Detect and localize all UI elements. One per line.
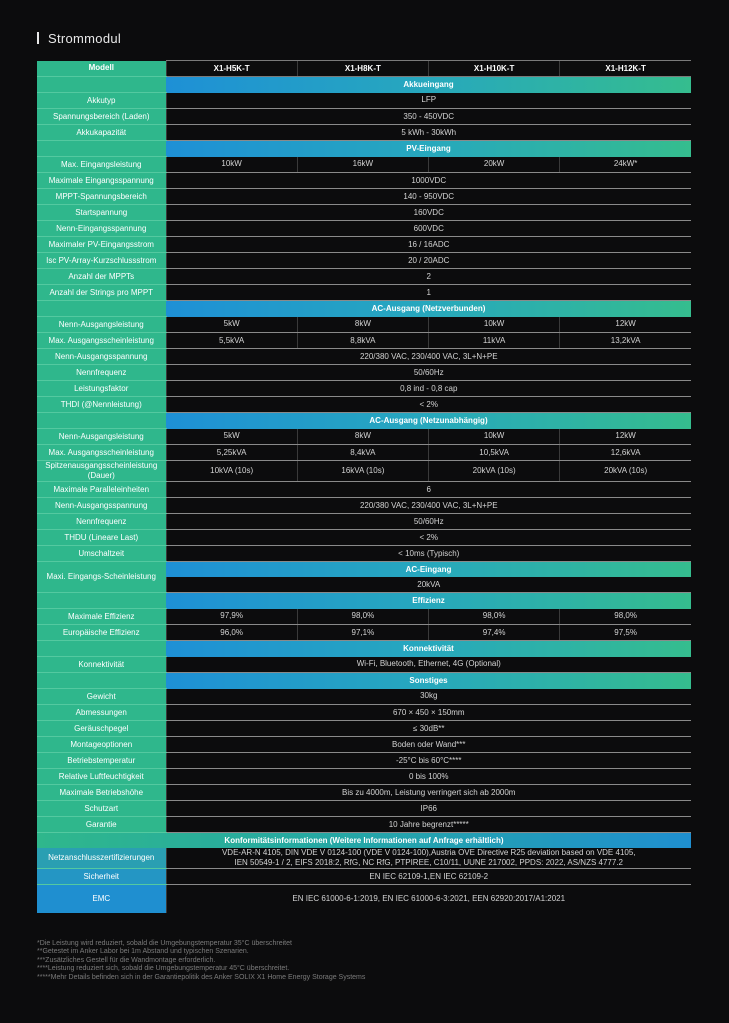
spec-row [37, 349, 691, 365]
spec-row [37, 221, 691, 237]
row-value: 10kW [166, 157, 297, 173]
row-label: Nenn-Ausgangsleistung [37, 317, 166, 333]
row-value: 30kg [166, 689, 691, 705]
row-value: 350 - 450VDC [166, 109, 691, 125]
spec-row [37, 205, 691, 221]
row-value: 8kW [297, 317, 428, 333]
row-label: Relative Luftfeuchtigkeit [37, 769, 166, 785]
row-value: 220/380 VAC, 230/400 VAC, 3L+N+PE [166, 498, 691, 514]
row-value: 13,2kVA [560, 333, 691, 349]
spec-row [37, 530, 691, 546]
row-label: Akkukapazität [37, 125, 166, 141]
row-value: 20kVA [166, 577, 691, 593]
spec-row [37, 817, 691, 833]
row-label: Schutzart [37, 801, 166, 817]
row-label: Isc PV-Array-Kurzschlussstrom [37, 253, 166, 269]
row-value: 20kVA (10s) [560, 461, 691, 482]
row-value: < 10ms (Typisch) [166, 546, 691, 562]
row-value: 11kVA [429, 333, 560, 349]
row-value: 8kW [297, 429, 428, 445]
row-label: Startspannung [37, 205, 166, 221]
row-label: Konnektivität [37, 657, 166, 673]
spec-row [37, 546, 691, 562]
section-row [37, 673, 691, 689]
section-title: AC-Eingang [166, 562, 691, 578]
row-value: IP66 [166, 801, 691, 817]
row-value: 10 Jahre begrenzt***** [166, 817, 691, 833]
row-value: EN IEC 61000-6-1:2019, EN IEC 61000-6-3:2021, EEN 62920:2017/A1:2021 [166, 885, 691, 914]
model-name: X1-H12K-T [560, 61, 691, 77]
row-value: 5 kWh - 30kWh [166, 125, 691, 141]
row-label: THDI (@Nennleistung) [37, 397, 166, 413]
row-label: Maximaler PV-Eingangsstrom [37, 237, 166, 253]
section-row [37, 593, 691, 609]
row-label: Nenn-Ausgangsspannung [37, 349, 166, 365]
section-label-spacer [37, 673, 166, 689]
row-value: 96,0% [166, 625, 297, 641]
row-value: 140 - 950VDC [166, 189, 691, 205]
section-title: Akkueingang [166, 77, 691, 93]
spec-row [37, 157, 691, 173]
row-label: Gewicht [37, 689, 166, 705]
row-value: 97,1% [297, 625, 428, 641]
row-value: 1 [166, 285, 691, 301]
row-label: Leistungsfaktor [37, 381, 166, 397]
footnotes [37, 940, 697, 982]
spec-row [37, 365, 691, 381]
spec-row [37, 109, 691, 125]
row-value: 98,0% [560, 609, 691, 625]
row-value: 160VDC [166, 205, 691, 221]
row-value: 16kVA (10s) [297, 461, 428, 482]
row-label: Maximale Paralleleinheiten [37, 482, 166, 498]
section-label-spacer [37, 641, 166, 657]
spec-row [37, 173, 691, 189]
footnote: *Die Leistung wird reduziert, sobald die Umgebungstemperatur 35°C überschreitet [37, 940, 292, 947]
row-label: Max. Ausgangsscheinleistung [37, 333, 166, 349]
section-row [37, 562, 691, 578]
row-label: Europäische Effizienz [37, 625, 166, 641]
row-label: EMC [37, 885, 166, 914]
footnote: *****Mehr Details befinden sich in der Garantiepolitik des Anker SOLIX X1 Home Energy Storage Systems [37, 973, 366, 981]
row-value: Wi-Fi, Bluetooth, Ethernet, 4G (Optional) [166, 657, 691, 673]
row-value: 12,6kVA [560, 445, 691, 461]
row-label: Nenn-Eingangsspannung [37, 221, 166, 237]
section-title: Effizienz [166, 593, 691, 609]
row-value: 97,4% [429, 625, 560, 641]
section-title: AC-Ausgang (Netzunabhängig) [166, 413, 691, 429]
row-label: Anzahl der Strings pro MPPT [37, 285, 166, 301]
row-label: Garantie [37, 817, 166, 833]
model-name: X1-H10K-T [429, 61, 560, 77]
spec-row [37, 801, 691, 817]
grid-cert-line: IEN 50549-1 / 2, EIFS 2018:2, RfG, NC RfG, PTPIREE, C10/11, UUNE 217002, PPDS: 2022, AS/NZS 4777.2 [234, 858, 623, 867]
spec-row [37, 125, 691, 141]
row-value: 2 [166, 269, 691, 285]
spec-row [37, 189, 691, 205]
spec-row [37, 317, 691, 333]
row-value: -25°C bis 60°C**** [166, 753, 691, 769]
spec-row [37, 609, 691, 625]
row-value: 0 bis 100% [166, 769, 691, 785]
section-title: AC-Ausgang (Netzverbunden) [166, 301, 691, 317]
section-row [37, 141, 691, 157]
page-title [37, 31, 121, 46]
row-value: 670 × 450 × 150mm [166, 705, 691, 721]
model-label: Modell [37, 61, 166, 77]
spec-row [37, 625, 691, 641]
row-value: 220/380 VAC, 230/400 VAC, 3L+N+PE [166, 349, 691, 365]
spec-row [37, 381, 691, 397]
row-value: 98,0% [429, 609, 560, 625]
footnote: ****Leistung reduziert sich, sobald die Umgebungstemperatur 45°C überschreitet. [37, 965, 290, 973]
grid-cert-line: VDE-AR-N 4105, DIN VDE V 0124-100 (VDE V 0124-100),Austria OVE Directive R25 deviation based on VDE 4105, [221, 848, 636, 857]
spec-row [37, 93, 691, 109]
spec-row [37, 514, 691, 530]
row-value: EN IEC 62109-1,EN IEC 62109-2 [166, 869, 691, 885]
section-row [37, 77, 691, 93]
row-label: Umschaltzeit [37, 546, 166, 562]
row-label: Maximale Effizienz [37, 609, 166, 625]
row-value [166, 848, 691, 869]
row-label: Abmessungen [37, 705, 166, 721]
row-value: 98,0% [297, 609, 428, 625]
row-label: Nennfrequenz [37, 365, 166, 381]
row-value: 8,4kVA [297, 445, 428, 461]
row-value: 6 [166, 482, 691, 498]
spec-row [37, 737, 691, 753]
row-label: Netzanschlusszertifizierungen [37, 848, 166, 869]
row-value: 10kVA (10s) [166, 461, 297, 482]
model-name: X1-H5K-T [166, 61, 297, 77]
row-value: 50/60Hz [166, 514, 691, 530]
row-value: < 2% [166, 397, 691, 413]
spec-row [37, 657, 691, 673]
row-label: Max. Ausgangsscheinleistung [37, 445, 166, 461]
spec-row [37, 237, 691, 253]
row-value: 12kW [560, 429, 691, 445]
row-value: ≤ 30dB** [166, 721, 691, 737]
footnote: **Getestet im Anker Labor bei 1m Abstand und typischen Szenarien. [37, 948, 249, 956]
spec-row [37, 869, 691, 885]
spec-row [37, 482, 691, 498]
spec-row [37, 705, 691, 721]
spec-row [37, 253, 691, 269]
spec-row [37, 721, 691, 737]
row-value: 600VDC [166, 221, 691, 237]
row-label: Nennfrequenz [37, 514, 166, 530]
row-label: Max. Eingangsleistung [37, 157, 166, 173]
spec-row [37, 885, 691, 914]
row-label: Akkutyp [37, 93, 166, 109]
row-value: 5kW [166, 317, 297, 333]
section-title: Sonstiges [166, 673, 691, 689]
spec-table [37, 60, 691, 913]
row-value: 10kW [429, 317, 560, 333]
row-value: 8,8kVA [297, 333, 428, 349]
row-value: 20 / 20ADC [166, 253, 691, 269]
row-value: 10kW [429, 429, 560, 445]
section-label-spacer [37, 301, 166, 317]
spec-row [37, 333, 691, 349]
spec-row [37, 429, 691, 445]
row-value: 10,5kVA [429, 445, 560, 461]
spec-row [37, 285, 691, 301]
spec-row [37, 461, 691, 482]
row-value: LFP [166, 93, 691, 109]
section-label-spacer [37, 593, 166, 609]
row-value: Boden oder Wand*** [166, 737, 691, 753]
row-value: 20kVA (10s) [429, 461, 560, 482]
section-label-spacer [37, 413, 166, 429]
model-header-row [37, 61, 691, 77]
section-row [37, 301, 691, 317]
row-value: 1000VDC [166, 173, 691, 189]
row-label: Nenn-Ausgangsleistung [37, 429, 166, 445]
row-label: Spannungsbereich (Laden) [37, 109, 166, 125]
row-value: 20kW [429, 157, 560, 173]
section-row [37, 833, 691, 849]
row-label: Betriebstemperatur [37, 753, 166, 769]
section-title: Konformitätsinformationen (Weitere Informationen auf Anfrage erhältlich) [37, 833, 691, 849]
section-row [37, 641, 691, 657]
spec-row [37, 769, 691, 785]
section-title: Konnektivität [166, 641, 691, 657]
section-label-spacer [37, 77, 166, 93]
model-name: X1-H8K-T [297, 61, 428, 77]
row-label: Geräuschpegel [37, 721, 166, 737]
section-row [37, 413, 691, 429]
row-value: 16 / 16ADC [166, 237, 691, 253]
row-label: Montageoptionen [37, 737, 166, 753]
footnote: ***Zusätzliches Gestell für die Wandmontage erforderlich. [37, 956, 216, 964]
row-value: 50/60Hz [166, 365, 691, 381]
spec-row [37, 397, 691, 413]
row-label: Sicherheit [37, 869, 166, 885]
page-title-text: Strommodul [48, 31, 122, 46]
spec-row [37, 269, 691, 285]
spec-row [37, 848, 691, 869]
spec-row [37, 785, 691, 801]
section-label-spacer [37, 141, 166, 157]
row-label: THDU (Lineare Last) [37, 530, 166, 546]
row-label: Maxi. Eingangs-Scheinleistung [37, 562, 166, 593]
row-label: Anzahl der MPPTs [37, 269, 166, 285]
spec-row [37, 689, 691, 705]
spec-row [37, 498, 691, 514]
row-value: 12kW [560, 317, 691, 333]
row-value: 5kW [166, 429, 297, 445]
row-value: 5,25kVA [166, 445, 297, 461]
title-bar [37, 32, 39, 44]
row-label: Nenn-Ausgangsspannung [37, 498, 166, 514]
spec-row [37, 753, 691, 769]
spec-row [37, 445, 691, 461]
section-title: PV-Eingang [166, 141, 691, 157]
row-value: Bis zu 4000m, Leistung verringert sich ab 2000m [166, 785, 691, 801]
row-value: 24kW* [560, 157, 691, 173]
row-value: 5,5kVA [166, 333, 297, 349]
row-value: 0,8 ind - 0,8 cap [166, 381, 691, 397]
row-value: 97,5% [560, 625, 691, 641]
row-value: < 2% [166, 530, 691, 546]
row-label: MPPT-Spannungsbereich [37, 189, 166, 205]
row-label: Spitzenausgangsscheinleistung (Dauer) [37, 461, 166, 482]
row-value: 16kW [297, 157, 428, 173]
row-label: Maximale Eingangsspannung [37, 173, 166, 189]
row-label: Maximale Betriebshöhe [37, 785, 166, 801]
row-value: 97,9% [166, 609, 297, 625]
